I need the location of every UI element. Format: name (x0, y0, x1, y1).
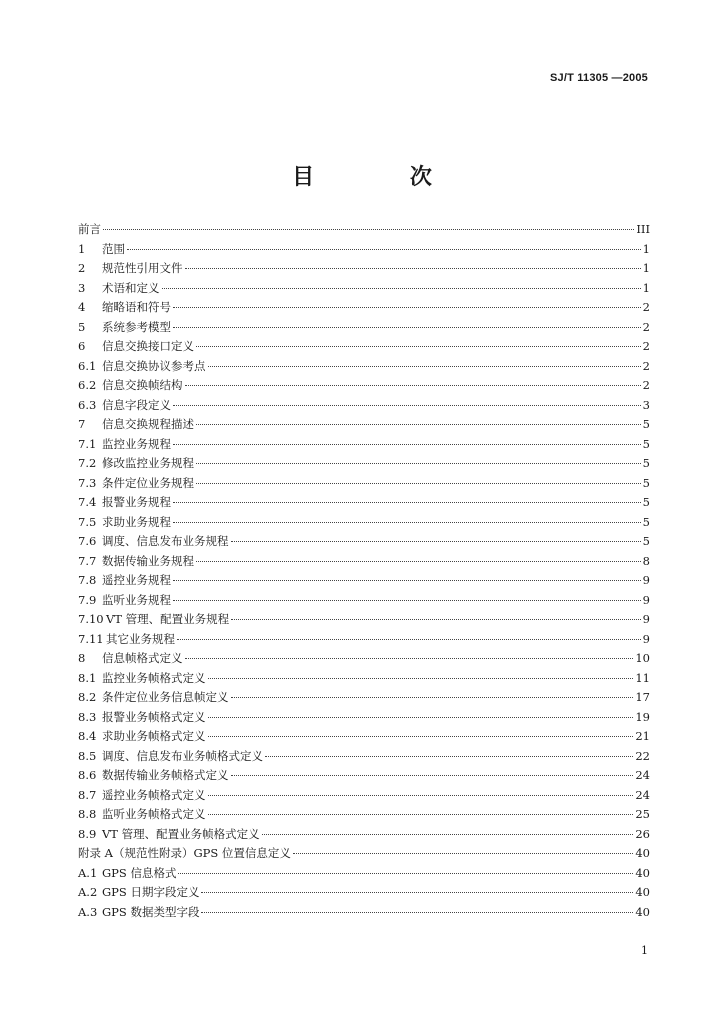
toc-entry[interactable] (78, 826, 650, 846)
toc-entry-number: 7 (78, 417, 86, 431)
page-title: 目 次 (292, 164, 476, 190)
dot-leader (196, 424, 641, 425)
toc-entry[interactable] (78, 377, 650, 397)
toc-entry-page: 19 (635, 709, 650, 724)
toc-entry-page: 40 (635, 846, 650, 860)
dot-leader (173, 327, 641, 328)
toc-entry[interactable] (78, 650, 650, 670)
toc-entry-page: 2 (642, 300, 650, 314)
toc-entry[interactable] (78, 884, 650, 904)
dot-leader (208, 795, 634, 796)
toc-entry[interactable] (78, 221, 650, 241)
toc-entry-page: 2 (642, 339, 650, 353)
toc-entry-title: 报警业务帧格式定义 (102, 709, 206, 724)
toc-entry-page: 2 (642, 358, 650, 373)
toc-entry[interactable] (78, 397, 650, 417)
dot-leader (231, 697, 634, 698)
toc-entry-title: 信息交换规程描述 (102, 417, 194, 431)
toc-entry-number: 1 (78, 241, 86, 256)
toc-entry[interactable] (78, 416, 650, 436)
toc-entry-number: 7.4 (78, 495, 97, 509)
toc-entry-title: GPS 信息格式 (102, 865, 177, 880)
toc-entry-number: 7.5 (78, 514, 97, 529)
toc-entry-page: 5 (642, 495, 650, 509)
toc-entry-title: 数据传输业务帧格式定义 (102, 768, 229, 782)
toc-entry-page: 9 (642, 573, 650, 587)
toc-entry-page: 5 (642, 456, 650, 470)
dot-leader (173, 600, 641, 601)
dot-leader (201, 892, 633, 893)
toc-entry-number: 5 (78, 319, 86, 334)
toc-entry-title: 监控业务规程 (102, 436, 171, 451)
toc-entry-page: 26 (635, 826, 650, 841)
toc-entry[interactable] (78, 845, 650, 865)
toc-entry-title: 信息帧格式定义 (102, 651, 183, 665)
toc-entry-number: 6.1 (78, 358, 97, 373)
toc-entry-number: 7.6 (78, 534, 97, 548)
dot-leader (293, 853, 633, 854)
toc-entry-title: 遥控业务规程 (102, 573, 171, 587)
toc-entry-title: 数据传输业务规程 (102, 553, 194, 568)
toc-entry-number: 7.9 (78, 592, 97, 607)
toc-entry-number: 7.2 (78, 456, 97, 470)
toc-entry[interactable] (78, 494, 650, 514)
toc-entry-number: 8.2 (78, 690, 97, 704)
toc-entry-number: A.3 (78, 904, 98, 919)
toc-entry-page: 9 (642, 592, 650, 607)
toc-entry-number: 4 (78, 300, 86, 314)
toc-entry[interactable] (78, 670, 650, 690)
toc-entry-title: 修改监控业务规程 (102, 456, 194, 470)
standard-code: SJ/T 11305 —2005 (550, 72, 648, 84)
toc-entry-page: 1 (642, 280, 650, 295)
dot-leader (162, 288, 641, 289)
toc-entry-title: 监听业务规程 (102, 592, 171, 607)
dot-leader (173, 405, 641, 406)
toc-entry[interactable] (78, 260, 650, 280)
dot-leader (196, 483, 641, 484)
dot-leader (185, 385, 641, 386)
toc-entry-title: 缩略语和符号 (102, 300, 171, 314)
toc-entry-page: 24 (635, 768, 650, 782)
toc-entry-title: 信息交换帧结构 (102, 378, 183, 392)
toc-entry-number: 7.7 (78, 553, 97, 568)
toc-entry[interactable] (78, 455, 650, 475)
toc-entry-number: 8.3 (78, 709, 97, 724)
dot-leader (208, 678, 634, 679)
toc-entry-title: 求助业务帧格式定义 (102, 729, 206, 743)
dot-leader (196, 463, 641, 464)
toc-entry-page: 5 (642, 417, 650, 431)
toc-entry-number: 8.4 (78, 729, 97, 743)
toc-entry-title: 信息交换接口定义 (102, 339, 194, 353)
toc-entry-title: VT 管理、配置业务规程 (106, 612, 230, 626)
toc-entry-title: GPS 数据类型字段 (102, 904, 200, 919)
dot-leader (173, 522, 641, 523)
toc-entry-number: A.1 (78, 865, 98, 880)
toc-entry[interactable] (78, 709, 650, 729)
dot-leader (173, 580, 641, 581)
toc-entry-page: 24 (635, 787, 650, 802)
toc-entry-title: 求助业务规程 (102, 514, 171, 529)
toc-entry-page: 5 (642, 475, 650, 490)
dot-leader (103, 229, 634, 230)
toc-entry-number: 8.8 (78, 807, 97, 821)
toc-entry[interactable] (78, 241, 650, 261)
toc-entry-page: 2 (642, 378, 650, 392)
toc-entry-page: 3 (642, 397, 650, 412)
toc-entry[interactable] (78, 806, 650, 826)
toc-entry-title: 前言 (78, 222, 101, 236)
dot-leader (208, 717, 634, 718)
toc-entry[interactable] (78, 865, 650, 885)
toc-entry[interactable] (78, 572, 650, 592)
dot-leader (196, 561, 641, 562)
toc-entry-title: 调度、信息发布业务帧格式定义 (102, 748, 263, 763)
toc-entry-page: 5 (642, 514, 650, 529)
dot-leader (185, 268, 641, 269)
toc-entry-page: 40 (635, 904, 650, 919)
toc-entry-number: 8.9 (78, 826, 97, 841)
dot-leader (208, 736, 634, 737)
dot-leader (173, 502, 641, 503)
toc-entry-page: 1 (642, 261, 650, 275)
toc-entry-title: 附录 A（规范性附录）GPS 位置信息定义 (78, 846, 291, 860)
toc-entry-page: 5 (642, 534, 650, 548)
toc-entry-number: 6.3 (78, 397, 97, 412)
toc-entry-number: 7.10 (78, 612, 104, 626)
toc-entry-title: 术语和定义 (102, 280, 160, 295)
toc-entry[interactable] (78, 631, 650, 651)
toc-entry-title: 信息交换协议参考点 (102, 358, 206, 373)
dot-leader (265, 756, 633, 757)
toc-entry-number: 7.11 (78, 631, 104, 646)
toc-entry-page: 5 (642, 436, 650, 451)
toc-entry[interactable] (78, 436, 650, 456)
toc-entry-number: 7.1 (78, 436, 97, 451)
toc-entry-page: 17 (635, 690, 650, 704)
toc-entry[interactable] (78, 787, 650, 807)
toc-entry[interactable] (78, 904, 650, 924)
toc-entry[interactable] (78, 611, 650, 631)
toc-entry-number: 8 (78, 651, 86, 665)
toc-entry-title: 报警业务规程 (102, 495, 171, 509)
toc-entry-title: 监听业务帧格式定义 (102, 807, 206, 821)
toc-entry-page: 9 (642, 631, 650, 646)
toc-entry-page: 11 (635, 670, 650, 685)
dot-leader (231, 619, 641, 620)
dot-leader (185, 658, 634, 659)
table-of-contents (78, 221, 650, 923)
toc-entry-number: 2 (78, 261, 86, 275)
dot-leader (178, 873, 633, 874)
dot-leader (173, 444, 641, 445)
toc-entry[interactable] (78, 553, 650, 573)
toc-entry-title: 调度、信息发布业务规程 (102, 534, 229, 548)
toc-entry-number: 6.2 (78, 378, 97, 392)
toc-entry[interactable] (78, 533, 650, 553)
dot-leader (177, 639, 641, 640)
dot-leader (262, 834, 634, 835)
toc-entry-title: 遥控业务帧格式定义 (102, 787, 206, 802)
toc-entry-title: 规范性引用文件 (102, 261, 183, 275)
toc-entry[interactable] (78, 358, 650, 378)
dot-leader (201, 912, 633, 913)
dot-leader (208, 814, 634, 815)
toc-entry-title: 监控业务帧格式定义 (102, 670, 206, 685)
dot-leader (231, 775, 634, 776)
toc-entry-page: 10 (635, 651, 650, 665)
page-number: 1 (641, 944, 648, 957)
toc-entry-title: 信息字段定义 (102, 397, 171, 412)
toc-entry[interactable] (78, 767, 650, 787)
toc-entry[interactable] (78, 299, 650, 319)
toc-entry-number: 8.7 (78, 787, 97, 802)
dot-leader (127, 249, 641, 250)
toc-entry-page: 8 (642, 553, 650, 568)
toc-entry[interactable] (78, 748, 650, 768)
toc-entry-number: 3 (78, 280, 86, 295)
toc-entry-number: 6 (78, 339, 86, 353)
toc-entry-number: 8.5 (78, 748, 97, 763)
toc-entry-page: 21 (635, 729, 650, 743)
dot-leader (173, 307, 641, 308)
toc-entry-title: VT 管理、配置业务帧格式定义 (102, 826, 260, 841)
dot-leader (208, 366, 641, 367)
toc-entry[interactable] (78, 728, 650, 748)
toc-entry-number: 8.1 (78, 670, 97, 685)
toc-entry-page: 25 (635, 807, 650, 821)
toc-entry-page: 22 (635, 748, 650, 763)
toc-entry[interactable] (78, 689, 650, 709)
toc-entry[interactable] (78, 319, 650, 339)
toc-entry-title: 范围 (102, 241, 125, 256)
toc-entry-number: 7.8 (78, 573, 97, 587)
toc-entry[interactable] (78, 280, 650, 300)
toc-entry-number: 7.3 (78, 475, 97, 490)
toc-entry-title: 其它业务规程 (106, 631, 175, 646)
toc-entry-page: 2 (642, 319, 650, 334)
toc-entry-number: 8.6 (78, 768, 97, 782)
toc-entry[interactable] (78, 475, 650, 495)
toc-entry[interactable] (78, 514, 650, 534)
toc-entry-title: 系统参考模型 (102, 319, 171, 334)
toc-entry-page: 40 (635, 885, 650, 899)
dot-leader (231, 541, 641, 542)
toc-entry-number: A.2 (78, 885, 98, 899)
toc-entry-title: 条件定位业务规程 (102, 475, 194, 490)
toc-entry-page: 9 (642, 612, 650, 626)
dot-leader (196, 346, 641, 347)
toc-entry-title: GPS 日期字段定义 (102, 885, 200, 899)
toc-entry-title: 条件定位业务信息帧定义 (102, 690, 229, 704)
toc-entry-page: III (636, 222, 650, 236)
toc-entry-page: 40 (635, 865, 650, 880)
toc-entry-page: 1 (642, 241, 650, 256)
toc-entry[interactable] (78, 592, 650, 612)
toc-entry[interactable] (78, 338, 650, 358)
